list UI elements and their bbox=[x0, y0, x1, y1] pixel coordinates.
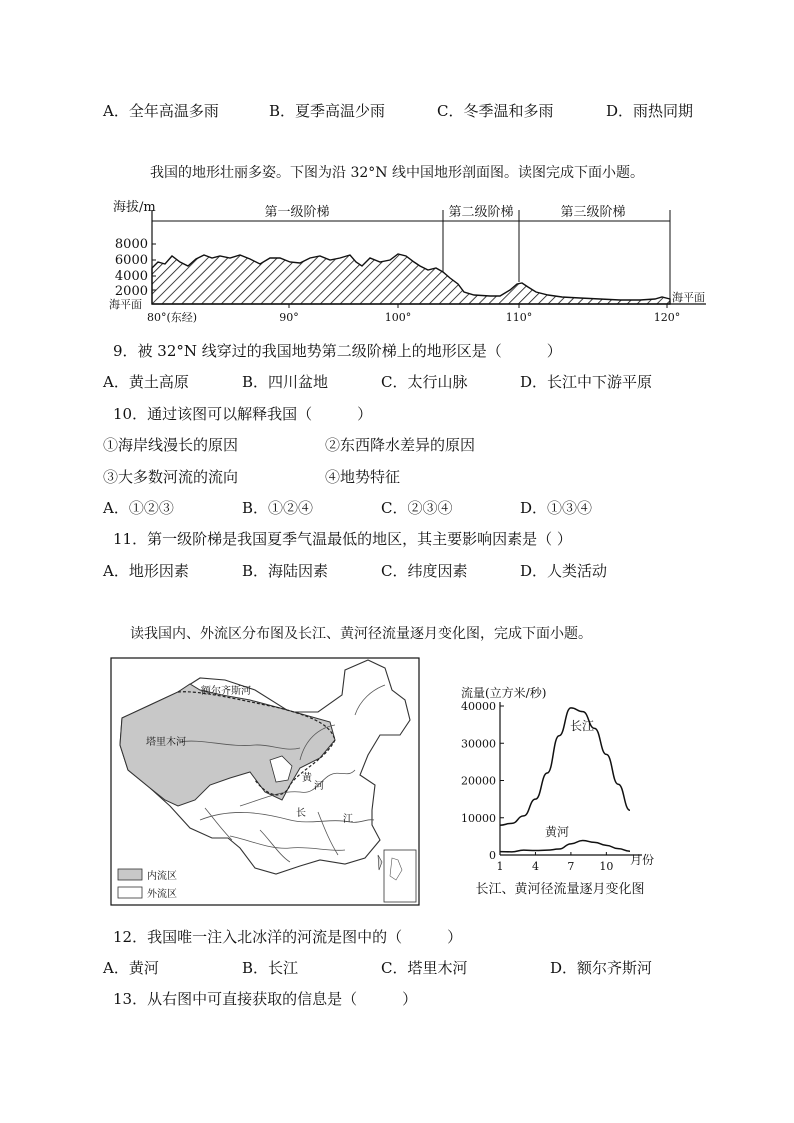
section-intro: 读我国内、外流区分布图及长江、黄河径流量逐月变化图，完成下面小题。 bbox=[130, 626, 592, 642]
legend-outer-swatch bbox=[118, 887, 142, 898]
x-tick-label: 1 bbox=[496, 860, 504, 873]
option-a: A．地形因素 bbox=[103, 562, 189, 580]
step-label: 第三级阶梯 bbox=[560, 205, 626, 220]
map-label: 额尔齐斯河 bbox=[201, 686, 251, 697]
option-b: B．①②④ bbox=[242, 499, 314, 517]
question-10: 10．通过该图可以解释我国（ ） bbox=[113, 405, 373, 423]
step-label: 第一级阶梯 bbox=[264, 205, 330, 220]
legend-inner-swatch bbox=[118, 869, 142, 880]
series-line-changjiang bbox=[500, 708, 630, 825]
x-tick: 100° bbox=[384, 311, 412, 324]
x-tick: 90° bbox=[279, 311, 299, 324]
map-label: 塔里木河 bbox=[146, 737, 186, 748]
option-a: A．黄河 bbox=[103, 959, 159, 977]
y-tick-label: 10000 bbox=[461, 811, 496, 825]
option-d: D．①③④ bbox=[520, 499, 593, 517]
option-c: C．纬度因素 bbox=[381, 562, 468, 580]
map-label: 河 bbox=[314, 781, 324, 792]
sea-level-label: 海平面 bbox=[672, 291, 705, 304]
choice-4: ④地势特征 bbox=[325, 468, 401, 486]
sea-level-label: 海平面 bbox=[109, 298, 142, 311]
choice-1: ①海岸线漫长的原因 bbox=[103, 436, 239, 454]
section-intro: 我国的地形壮丽多姿。下图为沿 32°N 线中国地形剖面图。读图完成下面小题。 bbox=[150, 165, 644, 181]
y-tick: 2000 bbox=[114, 284, 148, 299]
map-label: 长 bbox=[296, 808, 306, 819]
option-b: B．海陆因素 bbox=[242, 562, 329, 580]
legend-outer-label: 外流区 bbox=[147, 889, 177, 900]
y-tick-label: 0 bbox=[489, 849, 496, 862]
y-tick: 6000 bbox=[114, 253, 148, 268]
runoff-chart bbox=[440, 680, 680, 900]
option-b: B．夏季高温少雨 bbox=[269, 102, 386, 120]
chart-ylabel: 流量(立方米/秒) bbox=[461, 686, 547, 700]
x-tick-label: 10 bbox=[599, 860, 614, 873]
choice-3: ③大多数河流的流向 bbox=[103, 468, 239, 486]
terrain-profile bbox=[152, 254, 670, 304]
option-a: A．黄土高原 bbox=[103, 373, 189, 391]
choice-2: ②东西降水差异的原因 bbox=[325, 436, 476, 454]
chart-title: 长江、黄河径流量逐月变化图 bbox=[475, 882, 645, 897]
y-tick: 8000 bbox=[114, 237, 148, 252]
option-b: B．长江 bbox=[242, 959, 299, 977]
option-c: C．②③④ bbox=[381, 499, 453, 517]
question-13: 13．从右图中可直接获取的信息是（ ） bbox=[113, 990, 418, 1008]
drainage-map bbox=[110, 657, 422, 909]
x-tick: 120° bbox=[653, 311, 681, 324]
option-c: C．塔里木河 bbox=[381, 959, 468, 977]
option-d: D．长江中下游平原 bbox=[520, 373, 653, 391]
x-tick-label: 7 bbox=[567, 860, 575, 873]
option-b: B．四川盆地 bbox=[242, 373, 329, 391]
map-label: 黄 bbox=[302, 773, 312, 784]
x-tick: 110° bbox=[505, 311, 533, 324]
step-label: 第二级阶梯 bbox=[448, 205, 514, 220]
y-tick-label: 40000 bbox=[461, 700, 496, 713]
series-label-huanghe: 黄河 bbox=[545, 825, 570, 839]
axis-title: 海拔/m bbox=[113, 200, 156, 215]
series-line-huanghe bbox=[500, 840, 630, 851]
option-d: D．额尔齐斯河 bbox=[550, 959, 653, 977]
y-tick-label: 20000 bbox=[461, 774, 496, 788]
terrain-profile-figure bbox=[108, 195, 718, 325]
series-label-changjiang: 长江 bbox=[570, 719, 595, 733]
option-d: D．人类活动 bbox=[520, 562, 608, 580]
question-11: 11．第一级阶梯是我国夏季气温最低的地区，其主要影响因素是（ ） bbox=[113, 530, 572, 548]
option-a: A．①②③ bbox=[103, 499, 174, 517]
south-sea-inset bbox=[384, 850, 416, 902]
option-c: C．冬季温和多雨 bbox=[437, 102, 554, 120]
option-a: A．全年高温多雨 bbox=[103, 102, 219, 120]
legend-inner-label: 内流区 bbox=[147, 871, 177, 882]
question-9: 9．被 32°N 线穿过的我国地势第二级阶梯上的地形区是（ ） bbox=[113, 342, 562, 360]
chart-xlabel: 月份 bbox=[630, 853, 655, 867]
option-c: C．太行山脉 bbox=[381, 373, 468, 391]
question-12: 12．我国唯一注入北冰洋的河流是图中的（ ） bbox=[113, 928, 463, 946]
x-tick-label: 4 bbox=[531, 860, 539, 873]
y-tick: 4000 bbox=[114, 269, 148, 284]
x-tick: 80°(东经) bbox=[147, 311, 198, 324]
map-label: 江 bbox=[343, 814, 353, 825]
option-d: D．雨热同期 bbox=[606, 102, 694, 120]
y-tick-label: 30000 bbox=[461, 737, 496, 751]
